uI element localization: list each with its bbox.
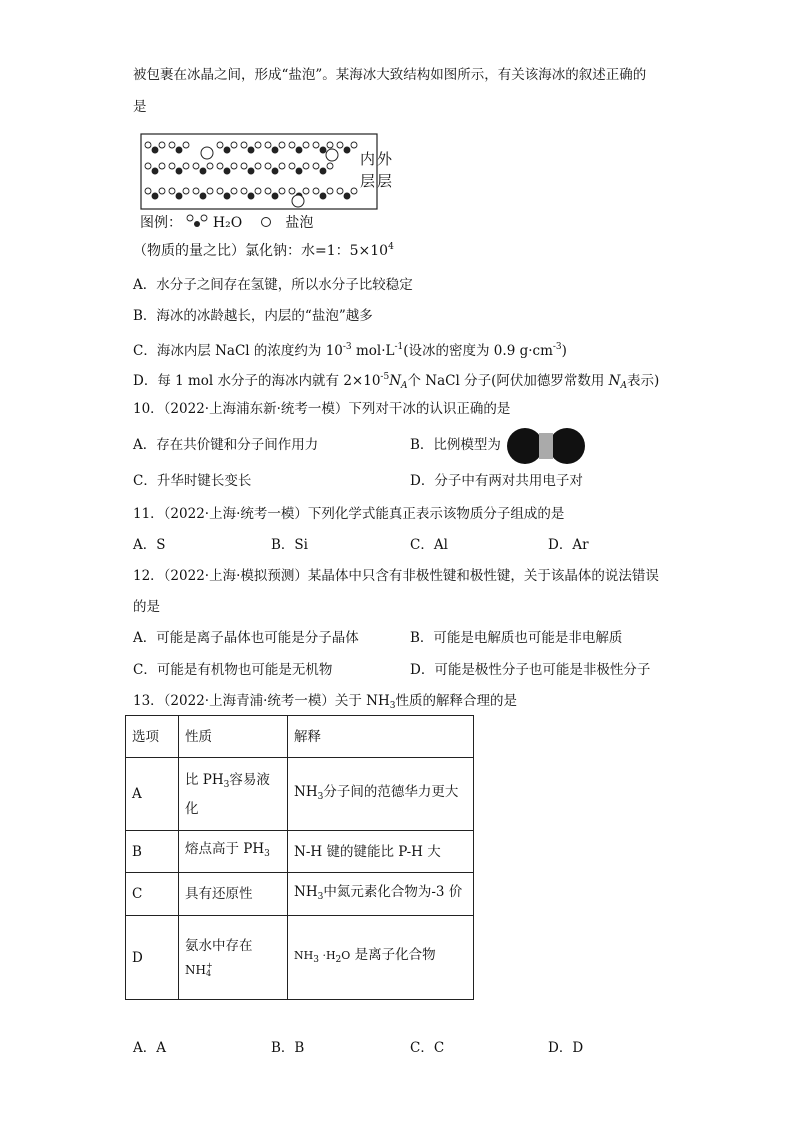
- water-molecule: [217, 188, 237, 199]
- row-b-property: 熔点高于 $PH_3$: [179, 831, 288, 873]
- water-molecule: [193, 188, 213, 199]
- legend-prefix: 图例：: [140, 215, 182, 231]
- q13-option-d: D．D: [548, 1040, 584, 1056]
- q10-option-c: C．升华时键长变长: [133, 473, 252, 489]
- q13-option-a: A．A: [133, 1040, 166, 1056]
- table-row: [126, 758, 474, 831]
- water-molecule: [169, 163, 189, 174]
- row-b-explanation: N-H 键的键能比 P-H 大: [288, 831, 474, 873]
- q13-option-b: B．B: [271, 1040, 305, 1056]
- header-option: 选项: [126, 716, 179, 758]
- q10-option-a: A．存在共价键和分子间作用力: [133, 437, 319, 453]
- water-molecule: [337, 188, 357, 199]
- water-molecule: [145, 188, 165, 199]
- header-property: 性质: [179, 716, 288, 758]
- water-molecule: [289, 142, 309, 153]
- water-molecule: [265, 142, 285, 153]
- q11-option-d: D．Ar: [548, 537, 589, 553]
- q12-option-b: B．可能是电解质也可能是非电解质: [410, 630, 623, 646]
- water-molecule: [193, 163, 213, 174]
- row-c-property: 具有还原性: [179, 873, 288, 916]
- table-header-row: [126, 716, 474, 758]
- water-molecule: [241, 188, 261, 199]
- q10-option-d: D．分子中有两对共用电子对: [410, 473, 583, 489]
- salt-bubble: [292, 195, 304, 207]
- water-molecule: [313, 163, 333, 174]
- row-d-explanation: $NH_3 \cdot H_2O$ 是离子化合物: [288, 916, 474, 1000]
- intro-line-1: 被包裹在冰晶之间，形成“盐泡”。某海冰大致结构如图所示，有关该海冰的叙述正确的: [133, 67, 647, 83]
- row-c-option: C: [126, 873, 179, 916]
- figure-label-inner: 内: [360, 150, 376, 168]
- water-molecule: [337, 142, 357, 153]
- row-d-option: D: [126, 916, 179, 1000]
- water-molecule: [265, 163, 285, 174]
- water-molecule: [145, 163, 165, 174]
- q9-option-a: A．水分子之间存在氢键，所以水分子比较稳定: [133, 277, 413, 293]
- row-b-option: B: [126, 831, 179, 873]
- q11-option-b: B．Si: [271, 537, 308, 553]
- water-molecule: [241, 163, 261, 174]
- q11-option-c: C．Al: [410, 537, 448, 553]
- row-a-option: A: [126, 758, 179, 831]
- q12-stem-2: 的是: [133, 599, 160, 615]
- water-molecule: [241, 142, 261, 153]
- salt-bubble: [201, 147, 213, 159]
- row-a-explanation: $NH_3$分子间的范德华力更大: [288, 758, 474, 831]
- q12-option-d: D．可能是极性分子也可能是非极性分子: [410, 662, 651, 678]
- figure-label-layer-b: 层: [377, 172, 393, 190]
- legend-h2o: H₂O: [212, 215, 243, 231]
- figure-legend: [140, 213, 313, 233]
- q13-stem: 13．（2022·上海青浦·统考一模）关于 $NH_3$性质的解释合理的是: [133, 693, 517, 711]
- q12-option-c: C．可能是有机物也可能是无机物: [133, 662, 333, 678]
- water-molecule: [169, 188, 189, 199]
- co2-space-filling-model: [505, 427, 587, 465]
- row-c-explanation: $NH_3$中氮元素化合物为-3 价: [288, 873, 474, 916]
- row-d-property: 氨水中存在 NH+ 4: [179, 916, 288, 1000]
- q12-stem-1: 12．（2022·上海·模拟预测）某晶体中只含有非极性键和极性键，关于该晶体的说法错误: [133, 568, 659, 584]
- table-row: [126, 873, 474, 916]
- figure-label-outer: 外: [377, 150, 393, 168]
- q10-stem: 10．（2022·上海浦东新·统考一模）下列对干冰的认识正确的是: [133, 401, 511, 417]
- figure-ratio: （物质的量之比）氯化钠：水=1：$5\times 10^4$: [133, 242, 394, 259]
- header-explanation: 解释: [288, 716, 474, 758]
- q11-stem: 11．（2022·上海·统考一模）下列化学式能真正表示该物质分子组成的是: [133, 506, 565, 522]
- q12-option-a: A．可能是离子晶体也可能是分子晶体: [133, 630, 359, 646]
- water-molecule: [265, 188, 285, 199]
- q9-option-c: C．海冰内层 NaCl 的浓度约为 $10^{-3}$ $mol\cdot L^{-1}$(设冰的密度为 0.9 $g\cdot cm^{-3}$): [133, 342, 567, 359]
- q10-option-b: B．比例模型为: [410, 437, 501, 453]
- water-molecule: [313, 188, 333, 199]
- table-row: [126, 831, 474, 873]
- q13-table: [125, 715, 474, 1000]
- water-molecule-icon: [186, 214, 208, 228]
- salt-bubble: [326, 149, 338, 161]
- water-molecule: [169, 142, 189, 153]
- legend-salt: 盐泡: [285, 215, 314, 231]
- water-molecule: [217, 142, 237, 153]
- sea-ice-structure-figure: [140, 133, 378, 211]
- table-row: [126, 916, 474, 1000]
- salt-bubble-icon: [260, 216, 272, 228]
- q13-option-c: C．C: [410, 1040, 445, 1056]
- intro-line-2: 是: [133, 99, 147, 115]
- q11-option-a: A．S: [133, 537, 166, 553]
- water-molecule: [217, 163, 237, 174]
- water-molecule: [289, 163, 309, 174]
- figure-label-layer-a: 层: [360, 172, 376, 190]
- water-molecule: [145, 142, 165, 153]
- q9-option-d: D．每 1 mol 水分子的海冰内就有 $2\times 10^{-5}N_A$个 NaCl 分子(阿伏加德罗常数用 $N_A$表示): [133, 372, 660, 391]
- q9-option-b: B．海冰的冰龄越长，内层的“盐泡”越多: [133, 308, 373, 324]
- row-a-property: 比 $PH_3$容易液 化: [179, 758, 288, 831]
